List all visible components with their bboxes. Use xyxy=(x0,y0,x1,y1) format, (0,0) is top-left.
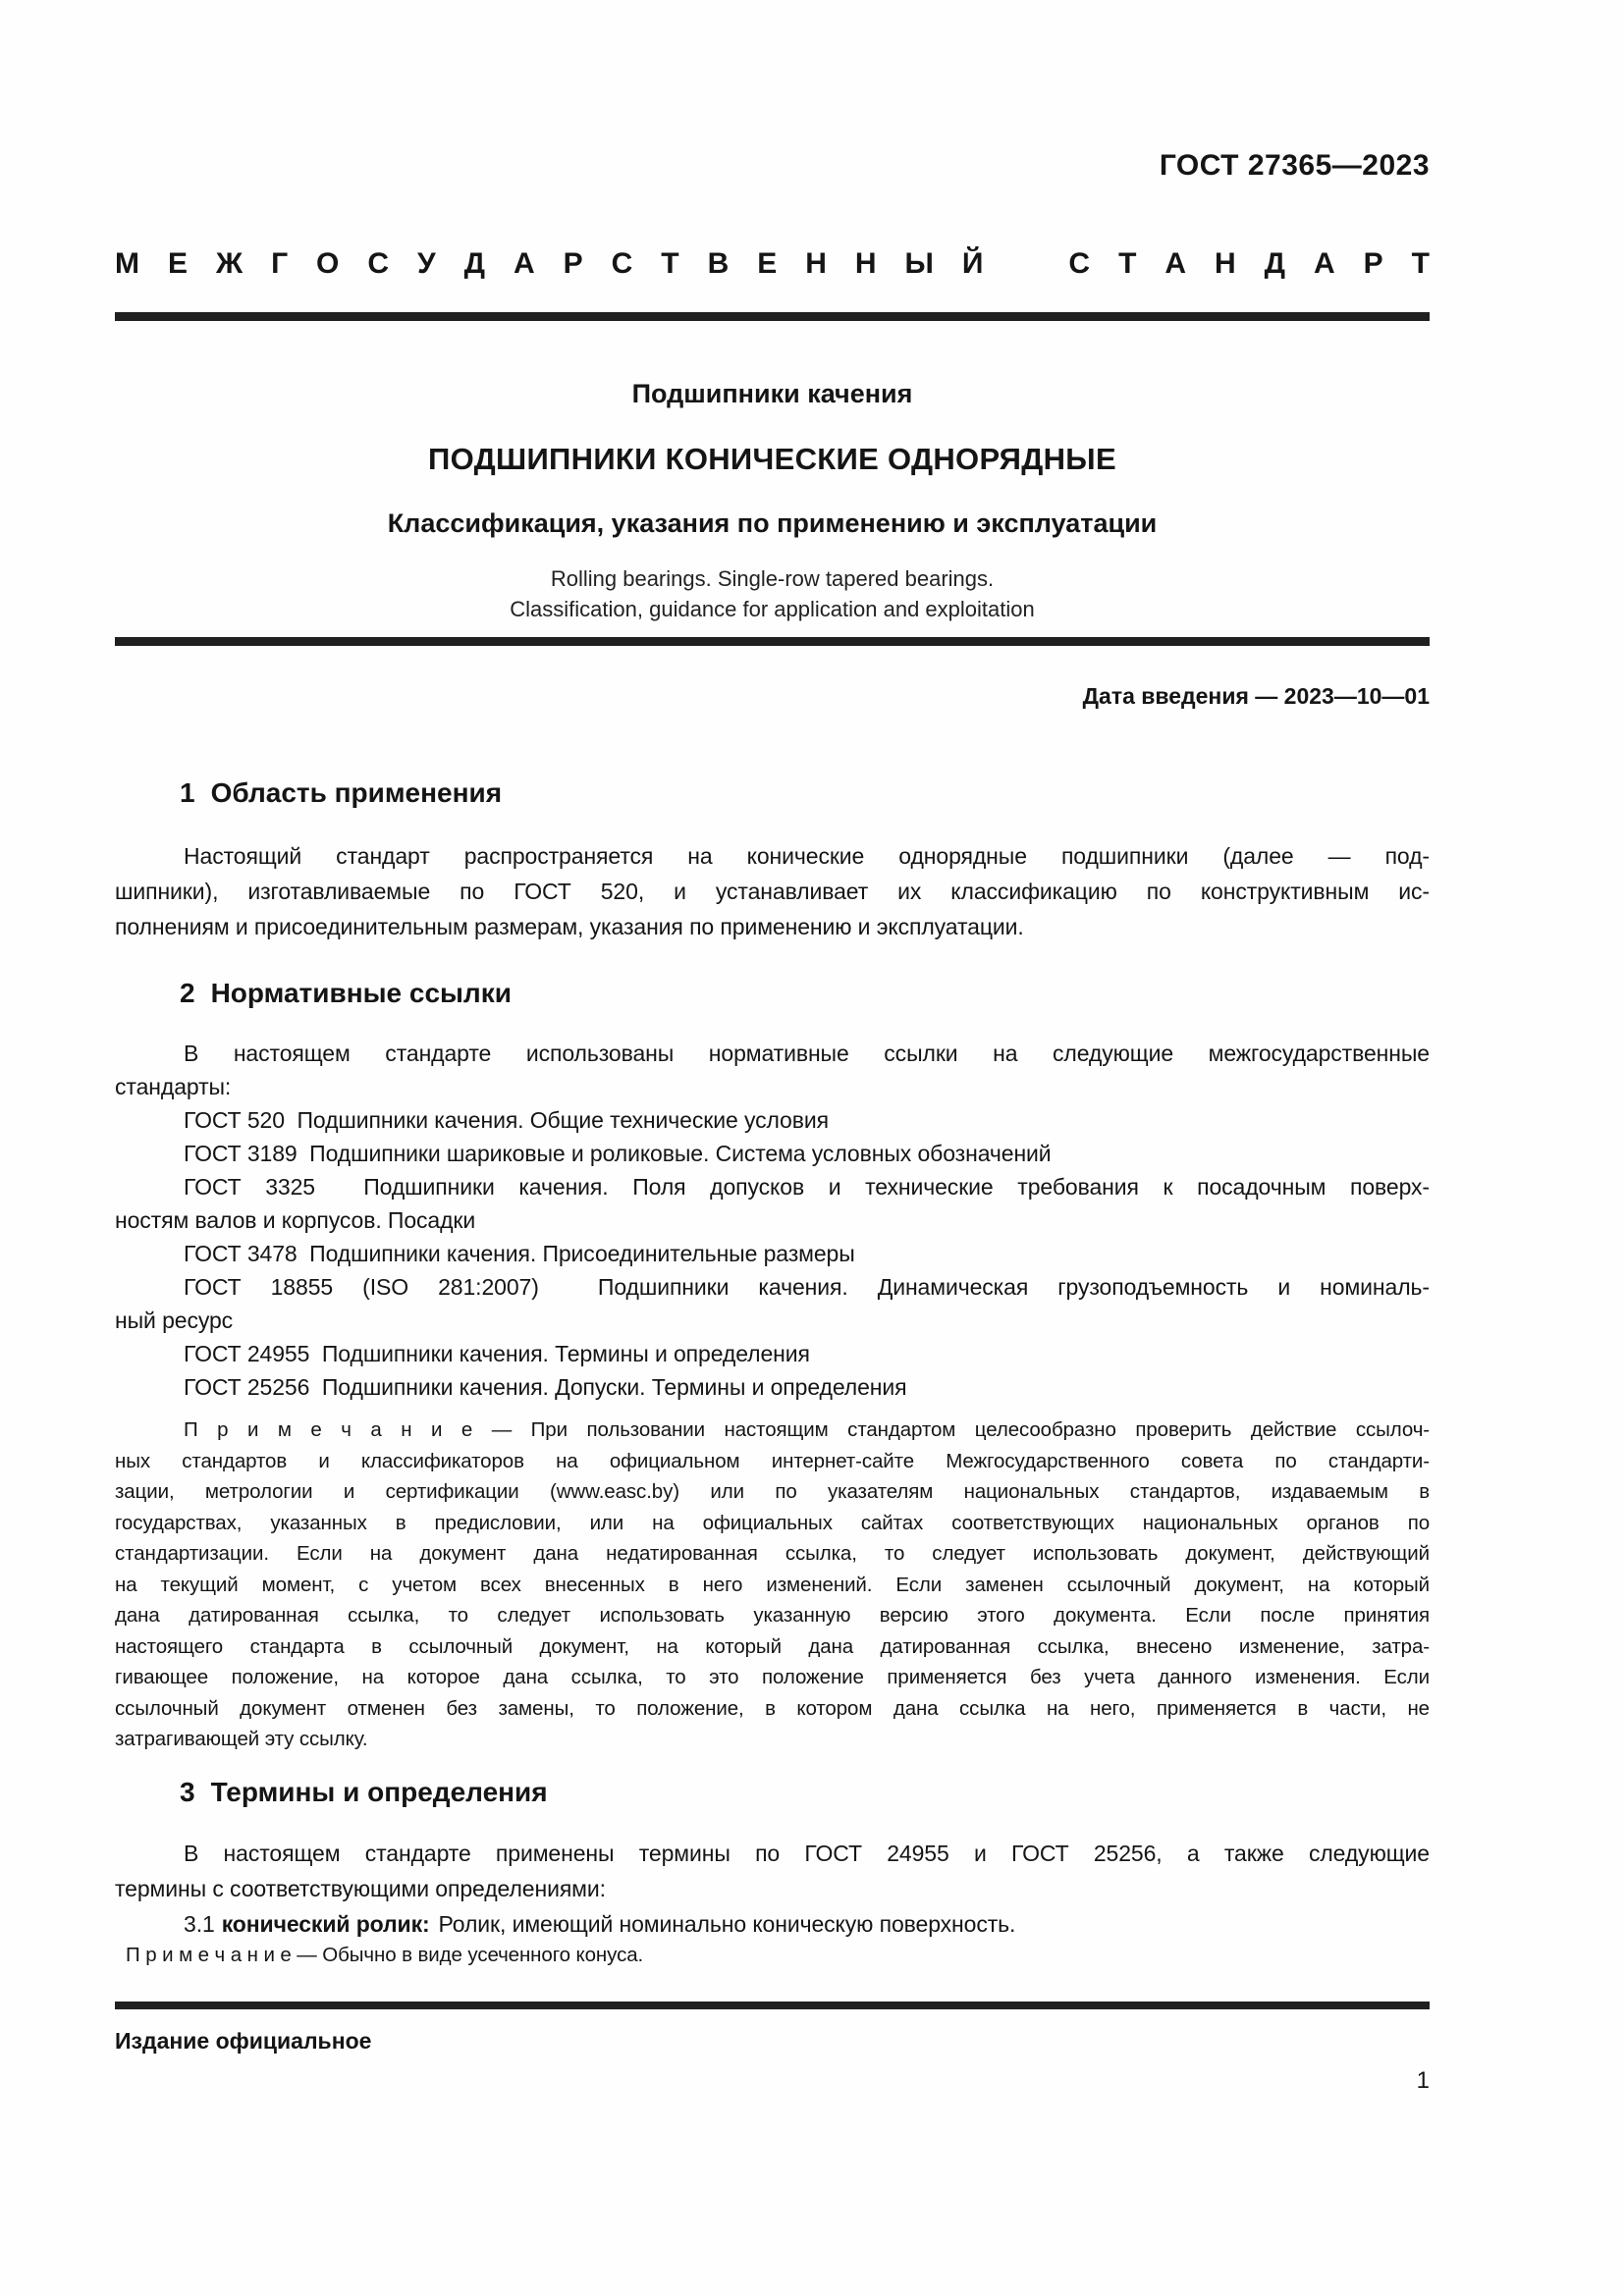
reference-item xyxy=(115,1170,1430,1237)
text-line: дана датированная ссылка, то следует использовать указанную версию этого документа. Если после принятия xyxy=(115,1604,1430,1627)
text-line: ГОСТ 18855 (ISO 281:2007) Подшипники качения. Динамическая грузоподъемность и номиналь- xyxy=(184,1274,1430,1300)
reference-item xyxy=(115,1103,1430,1137)
section-2-title: Нормативные ссылки xyxy=(210,978,512,1008)
doc-code: ГОСТ 27365—2023 xyxy=(1159,149,1430,182)
text-line: ссылочный документ отменен без замены, то положение, в котором дана ссылка на него, применяется в части, не xyxy=(115,1696,1430,1720)
text-line: П р и м е ч а н и е — При пользовании настоящим стандартом целесообразно проверить действие ссылоч- xyxy=(184,1418,1430,1441)
text-line: стандарты: xyxy=(115,1074,232,1099)
horizontal-rule-footer xyxy=(115,2002,1430,2009)
text-line: гивающее положение, на которое дана ссылка, то это положение применяется без учета данного изменения. Если xyxy=(115,1666,1430,1688)
term-number: 3.1 xyxy=(184,1911,215,1937)
edition-note: Издание официальное xyxy=(115,2028,372,2054)
title-group-ru: Подшипники качения xyxy=(631,379,913,408)
section-2-number: 2 xyxy=(180,978,195,1008)
reference-item xyxy=(115,1270,1430,1337)
text-line: ГОСТ 25256 Подшипники качения. Допуски. Термины и определения xyxy=(184,1374,907,1400)
text-line: ный ресурс xyxy=(115,1308,234,1333)
normative-references-block xyxy=(115,1037,1430,1404)
section-3-note: П р и м е ч а н и е — Обычно в виде усеченного конуса. xyxy=(126,1944,644,1966)
section-1-paragraph xyxy=(115,838,1430,944)
term-definition-text: Ролик, имеющий номинально коническую поверхность. xyxy=(438,1911,1016,1937)
title-en-line-1: Rolling bearings. Single-row tapered bearings. xyxy=(550,566,995,591)
section-3-title: Термины и определения xyxy=(210,1777,548,1807)
section-1-heading xyxy=(115,777,1494,809)
section-2-note xyxy=(115,1415,1430,1755)
reference-item xyxy=(115,1237,1430,1270)
section-1-number: 1 xyxy=(180,777,195,808)
section-1-title: Область применения xyxy=(210,777,503,808)
title-en xyxy=(115,563,1430,624)
standard-type-banner: М Е Ж Г О С У Д А Р С Т В Е Н Н Ы Й С Т А Н Д А Р Т xyxy=(115,247,1430,280)
text-line: стандартизации. Если на документ дана недатированная ссылка, то следует использовать документ, действующий xyxy=(115,1542,1430,1565)
section-3-heading xyxy=(115,1777,1494,1808)
text-line: ГОСТ 520 Подшипники качения. Общие технические условия xyxy=(184,1107,829,1133)
text-line: В настоящем стандарте применены термины по ГОСТ 24955 и ГОСТ 25256, а также следующие xyxy=(184,1841,1430,1866)
reference-item xyxy=(115,1137,1430,1170)
horizontal-rule-title xyxy=(115,637,1430,646)
text-line: В настоящем стандарте использованы нормативные ссылки на следующие межгосударственные xyxy=(184,1041,1430,1066)
section-3-block xyxy=(115,1836,1430,1942)
page-number: 1 xyxy=(1416,2067,1430,2094)
text-line: ГОСТ 3478 Подшипники качения. Присоединительные размеры xyxy=(184,1241,855,1266)
title-en-line-2: Classification, guidance for application and exploitation xyxy=(510,597,1035,621)
text-line: ГОСТ 3189 Подшипники шариковые и роликовые. Система условных обозначений xyxy=(184,1141,1052,1166)
title-main-ru: ПОДШИПНИКИ КОНИЧЕСКИЕ ОДНОРЯДНЫЕ xyxy=(428,442,1116,476)
page-content xyxy=(115,0,1430,2296)
section-2-heading xyxy=(115,978,1494,1009)
text-line: государствах, указанных в предисловии, или на официальных сайтах соответствующих национальных органов по xyxy=(115,1511,1430,1534)
text-line: ГОСТ 3325 Подшипники качения. Поля допусков и технические требования к посадочным поверх- xyxy=(184,1174,1430,1200)
text-line: затрагивающей эту ссылку. xyxy=(115,1728,368,1750)
reference-item xyxy=(115,1337,1430,1370)
term-name: конический ролик: xyxy=(221,1911,430,1937)
horizontal-rule-top xyxy=(115,312,1430,321)
effective-date: Дата введения — 2023—10—01 xyxy=(1082,683,1430,709)
reference-item xyxy=(115,1370,1430,1404)
text-line: ностям валов и корпусов. Посадки xyxy=(115,1207,476,1233)
text-line: термины с соответствующими определениями: xyxy=(115,1876,606,1901)
text-line: зации, метрологии и сертификации (www.easc.by) или по указателям национальных стандартов, издаваемым в xyxy=(115,1480,1430,1503)
text-line: ных стандартов и классификаторов на официальном интернет-сайте Межгосударственного совета по стандарти- xyxy=(115,1449,1430,1472)
text-line: шипники), изготавливаемые по ГОСТ 520, и устанавливает их классификацию по конструктивным ис- xyxy=(115,879,1430,904)
text-line: настоящего стандарта в ссылочный документ, на который дана датированная ссылка, внесено изменение, затра- xyxy=(115,1634,1430,1658)
text-line: на текущий момент, с учетом всех внесенных в него изменений. Если заменен ссылочный документ, на который xyxy=(115,1573,1430,1596)
text-line: ГОСТ 24955 Подшипники качения. Термины и определения xyxy=(184,1341,810,1366)
text-line: полнениям и присоединительным размерам, указания по применению и эксплуатации. xyxy=(115,914,1024,939)
title-subtitle-ru: Классификация, указания по применению и эксплуатации xyxy=(387,508,1158,538)
section-3-number: 3 xyxy=(180,1777,195,1807)
section-3-intro xyxy=(115,1836,1430,1906)
text-line: Настоящий стандарт распространяется на конические однорядные подшипники (далее — под- xyxy=(184,843,1430,869)
term-definition-3-1 xyxy=(115,1906,1430,1942)
section-2-intro xyxy=(115,1037,1430,1103)
